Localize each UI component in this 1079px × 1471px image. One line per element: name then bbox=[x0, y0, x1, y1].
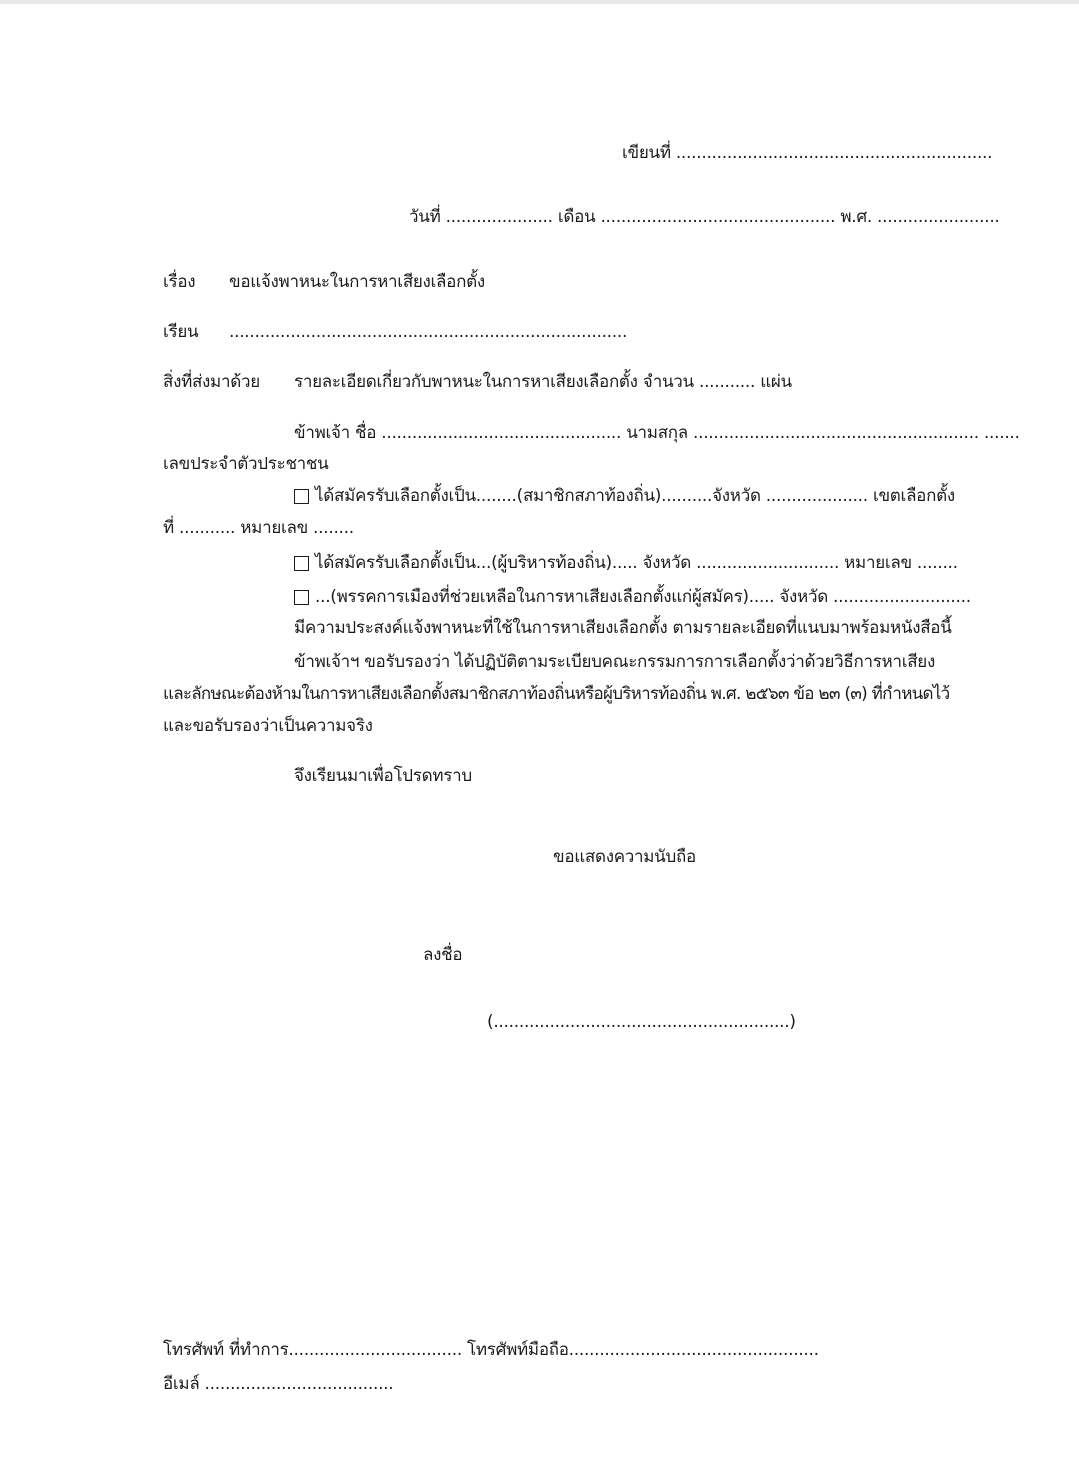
to-label: เรียน bbox=[163, 322, 199, 342]
certify-line-2: และลักษณะต้องห้ามในการหาเสียงเลือกตั้งสมาชิกสภาท้องถิ่นหรือผู้บริหารท้องถิ่น พ.ศ. ๒๕๖๓ ข้อ ๒๓ (๓) ที่กำหนดไว้ bbox=[163, 684, 950, 704]
sign-label: ลงชื่อ bbox=[423, 945, 463, 965]
checkbox-political-party[interactable] bbox=[294, 590, 309, 605]
subject-label: เรื่อง bbox=[163, 272, 196, 292]
email-line: อีเมล์ ..................................... bbox=[163, 1374, 394, 1394]
subject-text: ขอแจ้งพาหนะในการหาเสียงเลือกตั้ง bbox=[229, 272, 485, 292]
option-2-text: ได้สมัครรับเลือกตั้งเป็น...(ผู้บริหารท้องถิ่น)..... จังหวัด ............................ หมายเลข ........ bbox=[315, 553, 958, 573]
date-line: วันที่ ..................... เดือน .............................................. พ.ศ. ........................ bbox=[409, 207, 1000, 227]
option-3-text: ...(พรรคการเมืองที่ช่วยเหลือในการหาเสียงเลือกตั้งแก่ผู้สมัคร)..... จังหวัด ........................... bbox=[315, 587, 971, 607]
certify-line-3: และขอรับรองว่าเป็นความจริง bbox=[163, 716, 373, 736]
closing-line: จึงเรียนมาเพื่อโปรดทราบ bbox=[294, 766, 472, 786]
option-2 bbox=[294, 551, 958, 575]
enclosure-text: รายละเอียดเกี่ยวกับพาหนะในการหาเสียงเลือกตั้ง จำนวน ........... แผ่น bbox=[294, 372, 792, 392]
to-dots: .............................................................................. bbox=[229, 322, 628, 342]
top-edge bbox=[0, 0, 1079, 4]
name-line: ข้าพเจ้า ชื่อ ............................................... นามสกุล ........................................................ ....... bbox=[294, 423, 1020, 443]
option-1-continued: ที่ ........... หมายเลข ........ bbox=[163, 518, 354, 538]
checkbox-local-executive[interactable] bbox=[294, 556, 309, 571]
option-3 bbox=[294, 585, 971, 609]
option-1 bbox=[294, 484, 955, 508]
intent-line: มีความประสงค์แจ้งพาหนะที่ใช้ในการหาเสียงเลือกตั้ง ตามรายละเอียดที่แนบมาพร้อมหนังสือนี้ bbox=[294, 618, 952, 638]
written-at-line: เขียนที่ .............................................................. bbox=[622, 143, 993, 163]
certify-line-1: ข้าพเจ้าฯ ขอรับรองว่า ได้ปฏิบัติตามระเบียบคณะกรรมการการเลือกตั้งว่าด้วยวิธีการหาเสียง bbox=[294, 652, 935, 672]
option-1-text: ได้สมัครรับเลือกตั้งเป็น........(สมาชิกสภาท้องถิ่น)..........จังหวัด .................... เขตเลือกตั้ง bbox=[315, 486, 955, 506]
checkbox-local-council[interactable] bbox=[294, 489, 309, 504]
id-line: เลขประจำตัวประชาชน bbox=[163, 454, 329, 474]
phone-line: โทรศัพท์ ที่ทำการ.................................. โทรศัพท์มือถือ................................................. bbox=[163, 1340, 819, 1360]
signature-name-placeholder: (..........................................................) bbox=[487, 1012, 796, 1032]
enclosure-label: สิ่งที่ส่งมาด้วย bbox=[163, 372, 260, 392]
regards-line: ขอแสดงความนับถือ bbox=[553, 847, 696, 867]
